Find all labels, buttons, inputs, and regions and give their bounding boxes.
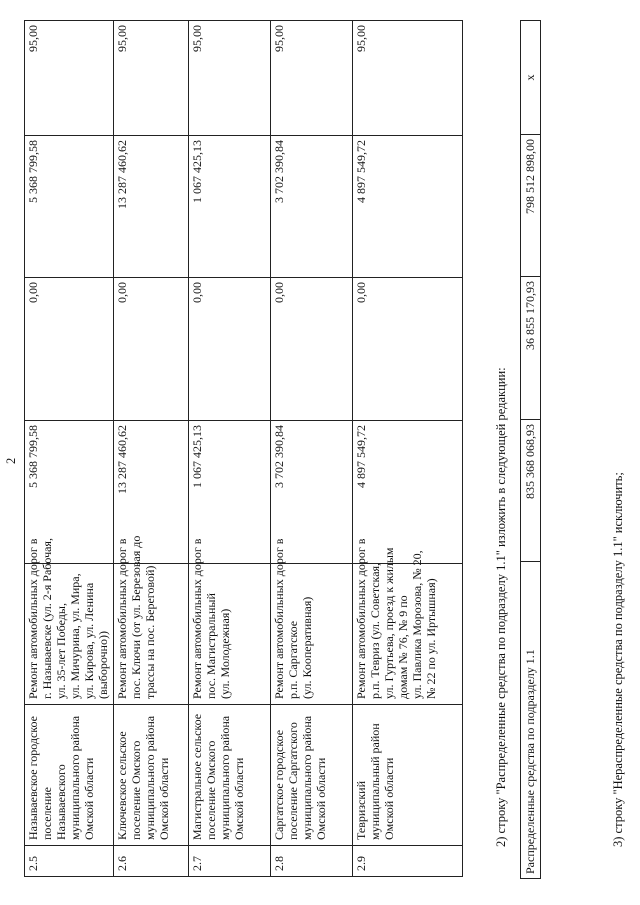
- summary-percent: x: [521, 21, 541, 135]
- object-line: р.п. Саргатское: [286, 620, 301, 699]
- object-line: пос. Магистральный: [204, 593, 219, 699]
- municipality-cell: Называевское городское поселение Называевского муниципального района Омской области: [25, 705, 114, 846]
- summary-local: 36 855 170,93: [521, 277, 541, 420]
- object-line: пос. Ключи (от ул. Березовая до: [129, 535, 144, 699]
- object-line: ул. Павлика Морозова, № 20,: [410, 550, 425, 699]
- object-line: ул. Кирова, ул. Ленина: [82, 582, 97, 699]
- local-cell: 0,00: [271, 278, 353, 421]
- summary-table: [520, 20, 541, 879]
- object-line: ул. 35-лет Победы,: [54, 603, 69, 699]
- regional-cell: 5 368 799,58: [25, 136, 114, 278]
- object-line: ул. Гуртьева, проезд к жилым: [382, 547, 397, 699]
- object-line: № 22 по ул. Иртышная): [424, 578, 439, 699]
- total-cell: 3 702 390,84: [271, 421, 353, 564]
- object-line: ул. Мичурина, ул. Мира,: [68, 573, 83, 699]
- page-number: 2: [4, 457, 18, 464]
- object-cell: [353, 538, 463, 705]
- table-row: [271, 21, 353, 877]
- object-line: трассы на пос. Береговой): [143, 565, 158, 699]
- municipality-cell: Ключевское сельское поселение Омского муниципального района Омской области: [114, 705, 189, 846]
- total-cell: 5 368 799,58: [25, 421, 114, 564]
- percent-cell: 95,00: [353, 21, 463, 136]
- object-line: Ремонт автомобильных дорог в: [272, 538, 286, 699]
- percent-cell: 95,00: [189, 21, 271, 136]
- local-cell: 0,00: [114, 278, 189, 421]
- object-cell: [114, 535, 189, 705]
- row-number: 2.5: [25, 846, 114, 877]
- total-cell: 4 897 549,72: [353, 421, 463, 564]
- table-row: [353, 21, 463, 877]
- object-line: домам № 76, № 9 по: [396, 595, 411, 699]
- road-repair-table: [24, 20, 463, 877]
- row-number: 2.9: [353, 846, 463, 877]
- object-line: (выборочно)): [96, 631, 111, 699]
- percent-cell: 95,00: [271, 21, 353, 136]
- total-cell: 1 067 425,13: [189, 421, 271, 564]
- row-number: 2.6: [114, 846, 189, 877]
- summary-regional: 798 512 898,00: [521, 135, 541, 277]
- regional-cell: 1 067 425,13: [189, 136, 271, 278]
- table-row: [114, 21, 189, 877]
- regional-cell: 13 287 460,62: [114, 136, 189, 278]
- regional-cell: 3 702 390,84: [271, 136, 353, 278]
- table-row: [25, 21, 114, 877]
- object-line: Ремонт автомобильных дорог в: [26, 538, 40, 699]
- object-line: р.п. Тевриз (ул. Советская,: [368, 562, 383, 699]
- local-cell: 0,00: [25, 278, 114, 421]
- object-line: г. Называевске (ул. 2-я Рабочая,: [40, 538, 55, 699]
- item-2-text: 2) строку "Распределенные средства по подразделу 1.1" изложить в следующей редакции:: [494, 367, 508, 847]
- row-number: 2.8: [271, 846, 353, 877]
- municipality-cell: Саргатское городское поселение Саргатского муниципального района Омской области: [271, 705, 353, 846]
- object-cell: [271, 538, 353, 705]
- object-cell: [189, 538, 271, 705]
- table-row: [189, 21, 271, 877]
- regional-cell: 4 897 549,72: [353, 136, 463, 278]
- object-cell: [25, 538, 114, 705]
- percent-cell: 95,00: [114, 21, 189, 136]
- object-line: Ремонт автомобильных дорог в: [115, 538, 129, 699]
- item-3-text: 3) строку "Нераспределенные средства по подразделу 1.1" исключить;: [611, 472, 625, 847]
- summary-label: Распределенные средства по подразделу 1.1: [521, 562, 541, 879]
- object-line: Ремонт автомобильных дорог в: [354, 538, 368, 699]
- summary-total: 835 368 068,93: [521, 420, 541, 562]
- object-line: (ул. Молодежная): [218, 608, 233, 699]
- percent-cell: 95,00: [25, 21, 114, 136]
- total-cell: 13 287 460,62: [114, 421, 189, 564]
- municipality-cell: Тевризский муниципальный район Омской области: [353, 705, 463, 846]
- local-cell: 0,00: [189, 278, 271, 421]
- object-line: Ремонт автомобильных дорог в: [190, 538, 204, 699]
- municipality-cell: Магистральное сельское поселение Омского муниципального района Омской области: [189, 705, 271, 846]
- object-line: (ул. Кооперативная): [300, 596, 315, 699]
- row-number: 2.7: [189, 846, 271, 877]
- summary-row: [521, 21, 541, 879]
- local-cell: 0,00: [353, 278, 463, 421]
